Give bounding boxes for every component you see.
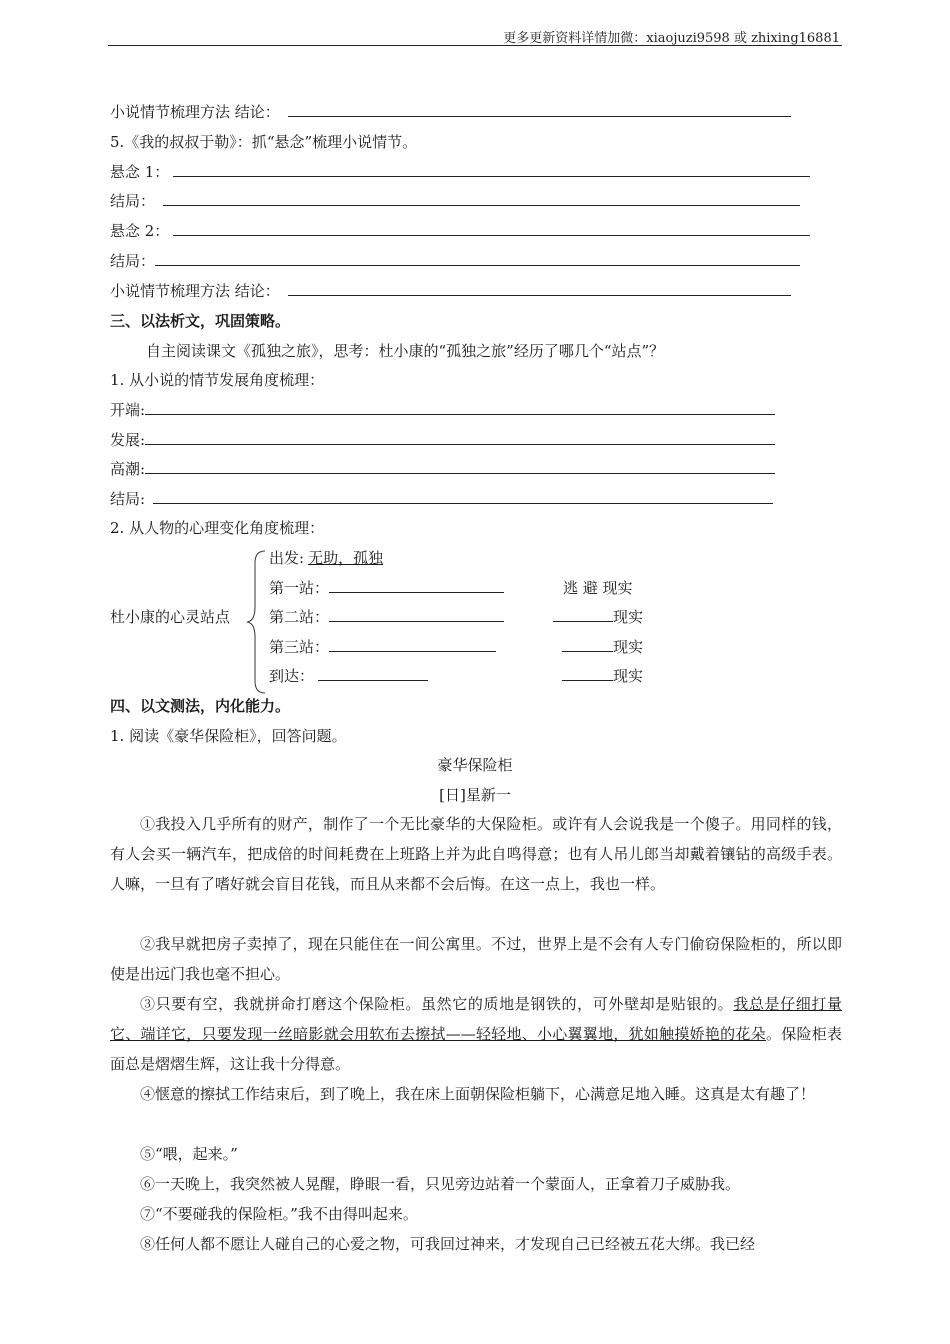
header-rule — [108, 45, 842, 46]
station-1-row — [269, 578, 504, 598]
ending-1-line — [110, 191, 800, 211]
ending-2-label: 结局： — [110, 252, 156, 270]
method-conclusion-label: 小说情节梳理方法 结论： — [110, 103, 280, 121]
reality-label: 现实 — [613, 638, 644, 656]
plot-label: 结局: — [110, 490, 146, 508]
section-4-q1: 1. 阅读《豪华保险柜》，回答问题。 — [110, 727, 347, 745]
station-3-row — [269, 637, 496, 657]
diagram-start-row — [269, 548, 383, 568]
page-header: 更多更新资料详情加微：xiaojuzi9598 或 zhixing16881 — [503, 31, 840, 46]
article-paragraph-5: ⑤“喂，起来。” — [140, 1145, 238, 1163]
article-paragraph-4: ④惬意的擦拭工作结束后，到了晚上，我在床上面朝保险柜躺下，心满意足地入睡。这真是太有趣了！ — [140, 1085, 816, 1103]
answer-blank[interactable] — [562, 666, 613, 681]
section-3-title: 三、以法析文，巩固策略。 — [110, 312, 291, 330]
ending-2-line — [110, 251, 800, 271]
answer-blank[interactable] — [288, 102, 791, 117]
station-2-row — [269, 607, 504, 627]
reality-label: 现实 — [613, 608, 644, 626]
answer-blank[interactable] — [553, 607, 613, 622]
article-paragraph-2: ②我早就把房子卖掉了，现在只能住在一间公寓里。不过，世界上是不会有人专门偷窃保险柜的，所以即使是出远门我也毫不担心。 — [110, 935, 842, 983]
station-3-right — [562, 637, 643, 657]
paragraph-3-start: ③只要有空，我就拼命打磨这个保险柜。虽然它的质地是钢铁的，可外壁却是贴银的。 — [140, 995, 734, 1013]
answer-blank[interactable] — [329, 637, 496, 652]
section-4-title: 四、以文测法，内化能力。 — [110, 697, 291, 715]
underlined-sentence: 我总是仔细打量它、端详它，只要发现一丝暗影就会用软布去擦拭——轻轻地、小心翼翼地，犹如触摸娇艳的花朵 — [110, 995, 842, 1043]
answer-blank[interactable] — [145, 430, 775, 445]
section-3-q1: 1. 从小说的情节发展角度梳理： — [110, 371, 325, 389]
answer-blank[interactable] — [153, 489, 773, 504]
answer-blank[interactable] — [318, 666, 428, 681]
answer-blank[interactable] — [145, 400, 775, 415]
station-2-right — [553, 607, 643, 627]
start-value: 无助，孤独 — [308, 549, 384, 567]
station-1-right: 逃 避 现实 — [563, 579, 633, 597]
article-author: [日]星新一 — [439, 786, 511, 804]
station-label: 第二站： — [269, 608, 330, 626]
plot-label: 开端: — [110, 401, 146, 419]
answer-blank[interactable] — [173, 162, 810, 177]
arrival-right — [562, 666, 643, 686]
plot-development-line — [110, 430, 775, 450]
section-3-intro: 自主阅读课文《孤独之旅》，思考：杜小康的“孤独之旅”经历了哪几个“站点”？ — [146, 342, 665, 360]
start-label: 出发: — [269, 549, 305, 567]
answer-blank[interactable] — [163, 191, 800, 206]
article-paragraph-8: ⑧任何人都不愿让人碰自己的心爱之物，可我回过神来，才发现自己已经被五花大绑。我已经 — [140, 1235, 756, 1253]
reality-label: 现实 — [613, 667, 644, 685]
answer-blank[interactable] — [288, 281, 791, 296]
suspense-2-label: 悬念 2： — [110, 222, 170, 240]
plot-label: 发展: — [110, 431, 146, 449]
plot-label: 高潮: — [110, 460, 146, 478]
ending-1-label: 结局： — [110, 192, 156, 210]
plot-ending-line — [110, 489, 773, 509]
suspense-1-label: 悬念 1： — [110, 163, 170, 181]
brace-icon — [245, 549, 267, 695]
question-5: 5.《我的叔叔于勒》：抓“悬念”梳理小说情节。 — [110, 133, 418, 151]
station-label: 第一站： — [269, 579, 330, 597]
method-conclusion-label: 小说情节梳理方法 结论： — [110, 282, 280, 300]
answer-blank[interactable] — [562, 637, 613, 652]
section-3-q2: 2. 从人物的心理变化角度梳理： — [110, 519, 325, 537]
article-paragraph-1: ①我投入几乎所有的财产，制作了一个无比豪华的大保险柜。或许有人会说我是一个傻子。用同样的钱，有人会买一辆汽车，把成倍的时间耗费在上班路上并为此自鸣得意；也有人吊儿郎当却戴着镶钻的高级手表。人嘛，一旦有了嗜好就会盲目花钱，而且从来都不会后悔。在这一点上，我也一样。 — [110, 815, 842, 893]
station-label: 第三站： — [269, 638, 330, 656]
answer-blank[interactable] — [155, 251, 800, 266]
suspense-2-line — [110, 221, 810, 241]
article-paragraph-3 — [110, 989, 842, 1079]
article-paragraph-6: ⑥一天晚上，我突然被人晃醒，睁眼一看，只见旁边站着一个蒙面人，正拿着刀子威胁我。 — [140, 1175, 741, 1193]
method-conclusion-line-2 — [110, 281, 791, 301]
answer-blank[interactable] — [145, 459, 775, 474]
plot-climax-line — [110, 459, 775, 479]
arrival-row — [269, 666, 428, 686]
suspense-1-line — [110, 162, 810, 182]
article-paragraph-7: ⑦“不要碰我的保险柜。”我不由得叫起来。 — [140, 1205, 418, 1223]
article-title: 豪华保险柜 — [437, 756, 513, 774]
answer-blank[interactable] — [329, 578, 504, 593]
diagram-root-label: 杜小康的心灵站点 — [110, 608, 231, 626]
station-label: 到达： — [269, 667, 315, 685]
plot-opening-line — [110, 400, 775, 420]
answer-blank[interactable] — [173, 221, 810, 236]
method-conclusion-line-1 — [110, 102, 791, 122]
answer-blank[interactable] — [329, 607, 504, 622]
paragraph-3-end: 。保险柜表面总是熠熠生辉，这让我十分得意。 — [110, 1025, 842, 1073]
